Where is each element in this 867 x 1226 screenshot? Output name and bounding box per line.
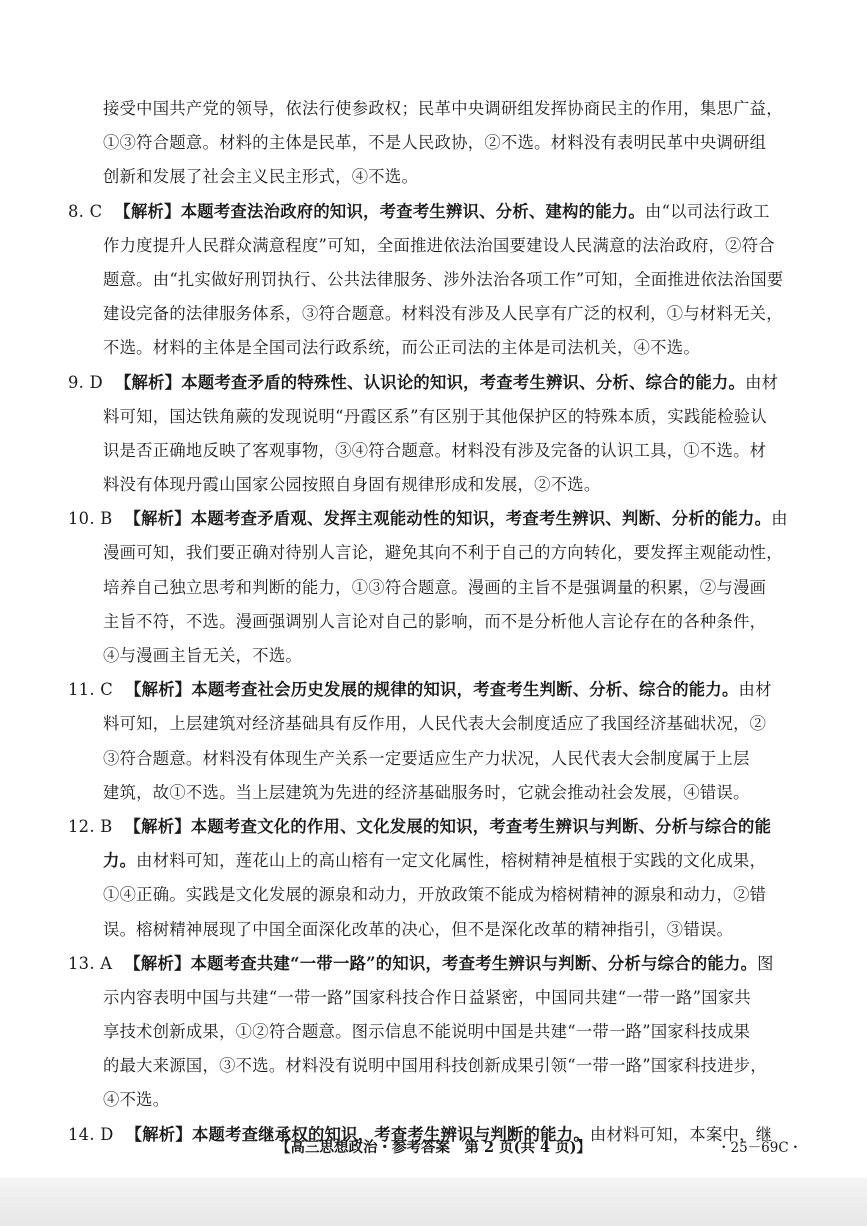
answer-item-13 [68, 947, 796, 981]
text-line: 作力度提升人民群众满意程度”可知，全面推进依法治国要建设人民满意的法治政府，②符合 [103, 235, 775, 255]
footer-code: ・25－69C・ [717, 1140, 803, 1156]
analysis-text: 图 [757, 953, 774, 973]
text-line: 主旨不符，不选。漫画强调别人言论对自己的影响，而不是分析他人言论存在的各种条件， [103, 611, 767, 631]
analysis-text: 由材料可知，本案中，继 [589, 1124, 773, 1144]
text-line: 享技术创新成果，①②符合题意。图示信息不能说明中国是共建“一带一路”国家科技成果 [103, 1022, 751, 1042]
answer-item-11 [68, 673, 796, 707]
answer-item-8 [68, 195, 796, 229]
analysis-heading: 【解析】本题考查共建“一带一路”的知识，考查考生辨识与判断、分析与综合的能力。 [124, 953, 758, 973]
answer-number: 10. B [68, 509, 113, 529]
answer-number: 12. B [68, 816, 113, 836]
analysis-heading: 【解析】本题考查矛盾的特殊性、认识论的知识，考查考生辨识、分析、综合的能力。 [114, 372, 746, 392]
analysis-text: 由材 [745, 372, 779, 392]
analysis-text: 由材 [738, 680, 772, 700]
text-line: ④不选。 [103, 1090, 170, 1110]
text-line: 示内容表明中国与共建“一带一路”国家科技合作日益紧密，中国同共建“一带一路”国家共 [103, 987, 752, 1007]
answer-item-10 [68, 502, 796, 536]
text-line [68, 844, 796, 878]
analysis-heading: 【解析】本题考查矛盾观、发挥主观能动性的知识，考查考生辨识、判断、分析的能力。 [124, 509, 772, 529]
answer-number: 11. C [68, 680, 114, 700]
text-line: ①④正确。实践是文化发展的源泉和动力，开放政策不能成为榕树精神的源泉和动力，②错 [103, 885, 767, 905]
text-line: 培养自己独立思考和判断的能力，①③符合题意。漫画的主旨不是强调量的积累，②与漫画 [103, 577, 767, 597]
text-line: ③符合题意。材料没有体现生产关系一定要适应生产力状况，人民代表大会制度属于上层 [103, 748, 750, 768]
analysis-text: 由材料可知，莲花山上的高山榕有一定文化属性，榕树精神是植根于实践的文化成果， [136, 851, 767, 871]
text-line: 的最大来源国，③不选。材料没有说明中国用科技创新成果引领“一带一路”国家科技进步， [103, 1056, 767, 1076]
analysis-text: 由 [771, 509, 788, 529]
text-line: 建设完备的法律服务体系，③符合题意。材料没有涉及人民享有广泛的权利，①与材料无关， [103, 304, 783, 324]
analysis-heading: 【解析】本题考查文化的作用、文化发展的知识，考查考生辨识与判断、分析与综合的能 [124, 816, 772, 836]
text-line: 接受中国共产党的领导，依法行使参政权；民革中央调研组发挥协商民主的作用，集思广益， [103, 99, 783, 118]
analysis-heading: 【解析】本题考查社会历史发展的规律的知识，考查考生判断、分析、综合的能力。 [125, 680, 739, 700]
text-line: 料可知，上层建筑对经济基础具有反作用，人民代表大会制度适应了我国经济基础状况，② [103, 714, 767, 734]
analysis-heading: 【解析】本题考查法治政府的知识，考查考生辨识、分析、建构的能力。 [114, 201, 645, 221]
answer-number: 9. D [68, 372, 103, 392]
text-line: 题意。由“扎实做好刑罚执行、公共法律服务、涉外法治各项工作”可知，全面推进依法治国要 [103, 269, 784, 289]
analysis-text: 由“以司法行政工 [644, 201, 770, 221]
answer-number: 13. A [68, 953, 113, 973]
text-line: 料可知，国达铁角蕨的发现说明“丹霞区系”有区别于其他保护区的特殊本质，实践能检验认 [103, 406, 767, 426]
answer-number: 8. C [68, 201, 103, 221]
answer-item-12 [68, 810, 796, 844]
text-line: 创新和发展了社会主义民主形式，④不选。 [103, 167, 419, 187]
text-line: 识是否正确地反映了客观事物，③④符合题意。材料没有涉及完备的认识工具，①不选。材 [103, 440, 767, 460]
answer-item-9 [68, 366, 796, 400]
scan-bottom-margin [0, 1178, 867, 1226]
text-line: 料没有体现丹霞山国家公园按照自身固有规律形成和发展，②不选。 [103, 475, 601, 495]
footer-page-info: 【高三思想政治・参考答案 第 2 页(共 4 页)】 [275, 1139, 592, 1156]
text-line: ④与漫画主旨无关，不选。 [103, 646, 302, 665]
analysis-heading: 【解析】本题考查继承权的知识，考查考生辨识与判断的能力。 [125, 1124, 590, 1144]
answer-text-body [68, 92, 796, 1152]
text-line: ①③符合题意。材料的主体是民革，不是人民政协，②不选。材料没有表明民革中央调研组 [103, 133, 767, 153]
text-line: 不选。材料的主体是全国司法行政系统，而公正司法的主体是司法机关，④不选。 [103, 338, 700, 358]
answer-number: 14. D [68, 1124, 114, 1144]
text-line: 建筑，故①不选。当上层建筑为先进的经济基础服务时，它就会推动社会发展，④错误。 [103, 782, 750, 802]
analysis-heading-continued: 力。 [103, 851, 137, 871]
text-line: 漫画可知，我们要正确对待别人言论，避免其向不利于自己的方向转化，要发挥主观能动性， [103, 543, 783, 563]
text-line: 误。榕树精神展现了中国全面深化改革的决心，但不是深化改革的精神指引，③错误。 [103, 919, 734, 939]
